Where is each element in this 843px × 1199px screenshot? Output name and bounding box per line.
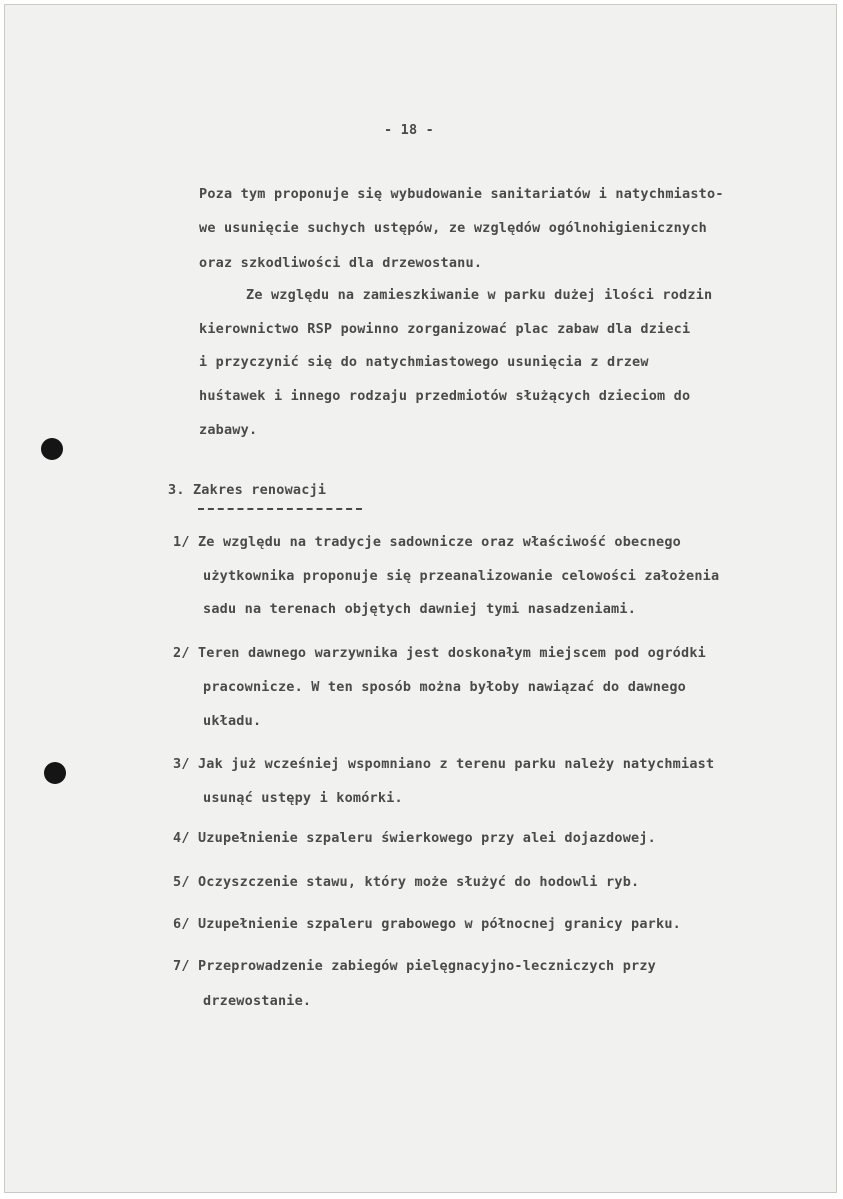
item-1-line-3: sadu na terenach objętych dawniej tymi nasadzeniami. [203,601,637,617]
paragraph-2-line-4: huśtawek i innego rodzaju przedmiotów służących dzieciom do [199,388,691,404]
binder-hole-top [41,438,63,460]
item-6-line-1: 6/ Uzupełnienie szpaleru grabowego w północnej granicy parku. [173,916,681,932]
binder-hole-bottom [44,762,66,784]
section-heading: 3. Zakres renowacji [168,482,327,498]
paragraph-2-line-5: zabawy. [199,422,258,438]
item-3-line-1: 3/ Jak już wcześniej wspomniano z terenu parku należy natychmiast [173,756,715,772]
item-2-line-1: 2/ Teren dawnego warzywnika jest doskonałym miejscem pod ogródki [173,645,706,661]
document-page [4,4,837,1193]
paragraph-1-line-2: we usunięcie suchych ustępów, ze względów ogólnohigienicznych [199,220,707,236]
item-1-line-2: użytkownika proponuje się przeanalizowanie celowości założenia [203,568,720,584]
item-2-line-3: układu. [203,713,262,729]
item-7-line-1: 7/ Przeprowadzenie zabiegów pielęgnacyjno-leczniczych przy [173,958,657,974]
item-1-line-1: 1/ Ze względu na tradycje sadownicze oraz właściwość obecnego [173,534,681,550]
item-4-line-1: 4/ Uzupełnienie szpaleru świerkowego przy alei dojazdowej. [173,830,657,846]
paragraph-2-line-1: Ze względu na zamieszkiwanie w parku dużej ilości rodzin [246,287,713,303]
section-heading-underline [198,508,362,510]
paragraph-2-line-3: i przyczynić się do natychmiastowego usunięcia z drzew [199,354,649,370]
paragraph-2-line-2: kierownictwo RSP powinno zorganizować plac zabaw dla dzieci [199,321,691,337]
item-5-line-1: 5/ Oczyszczenie stawu, który może służyć do hodowli ryb. [173,874,640,890]
page-number: - 18 - [384,122,434,138]
item-3-line-2: usunąć ustępy i komórki. [203,790,403,806]
paragraph-1-line-1: Poza tym proponuje się wybudowanie sanitariatów i natychmiasto- [199,186,724,202]
item-7-line-2: drzewostanie. [203,993,312,1009]
paragraph-1-line-3: oraz szkodliwości dla drzewostanu. [199,255,483,271]
item-2-line-2: pracownicze. W ten sposób można byłoby nawiązać do dawnego [203,679,687,695]
